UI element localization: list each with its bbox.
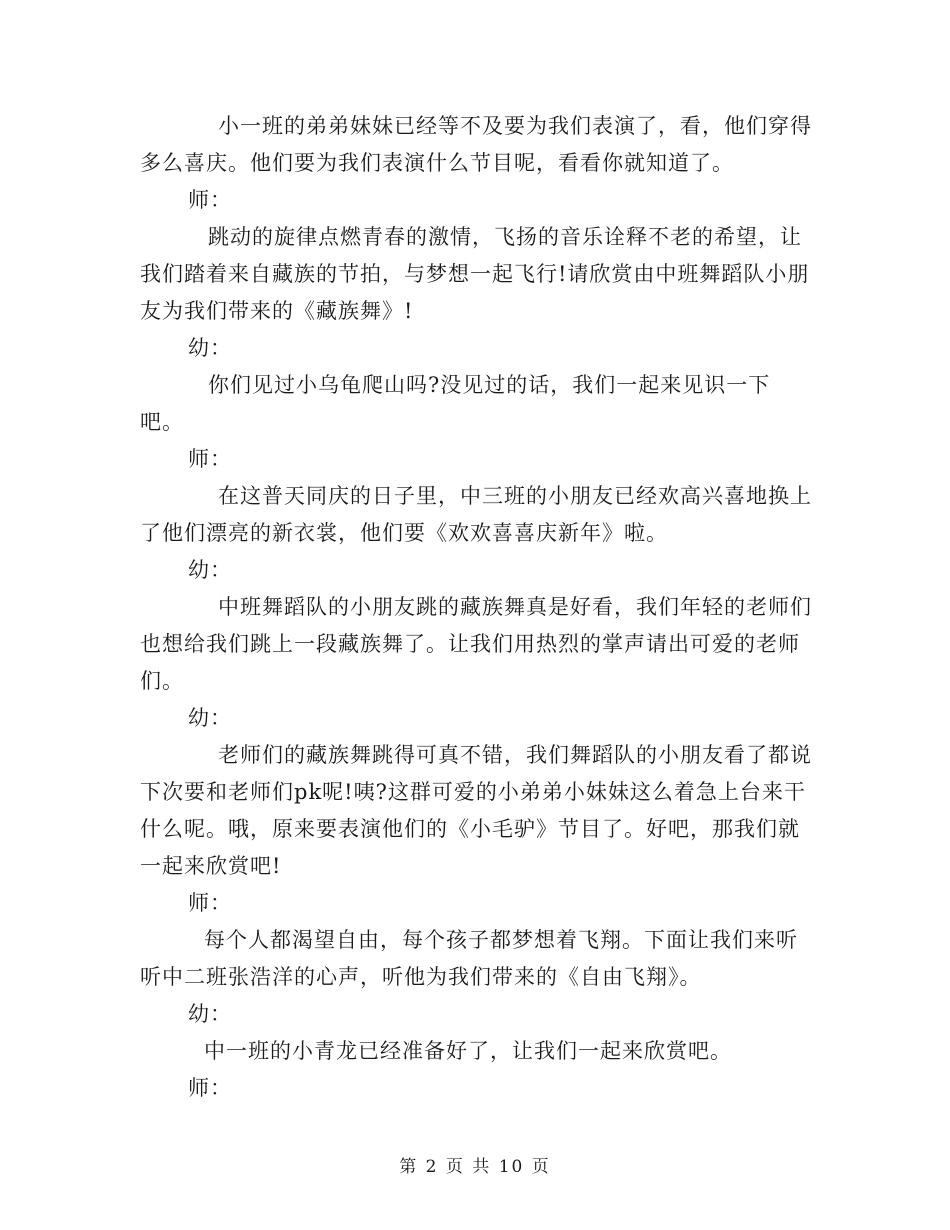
speaker-label: 师： xyxy=(188,188,232,212)
speaker-label: 幼： xyxy=(188,706,232,730)
speaker-label: 幼： xyxy=(188,336,232,360)
paragraph: 中一班的小青龙已经准备好了，让我们一起来欣赏吧。 xyxy=(204,1039,732,1063)
paragraph: 跳动的旋律点燃青春的激情，飞扬的音乐诠释不老的希望，让我们踏着来自藏族的节拍，与梦想一起飞行!请欣赏由中班舞蹈队小朋友为我们带来的《藏族舞》! xyxy=(140,225,810,323)
paragraph: 中班舞蹈队的小朋友跳的藏族舞真是好看，我们年轻的老师们也想给我们跳上一段藏族舞了。让我们用热烈的掌声请出可爱的老师们。 xyxy=(140,595,812,693)
document-body xyxy=(140,108,812,1107)
paragraph: 你们见过小乌龟爬山吗?没见过的话，我们一起来见识一下吧。 xyxy=(140,373,771,434)
page-number-footer: 第 2 页 共 10 页 xyxy=(399,1157,551,1177)
speaker-label: 幼： xyxy=(188,558,232,582)
speaker-label: 幼： xyxy=(188,1002,232,1026)
speaker-label: 师： xyxy=(188,1076,232,1100)
speaker-label: 师： xyxy=(188,891,232,915)
paragraph: 在这普天同庆的日子里，中三班的小朋友已经欢高兴喜地换上了他们漂亮的新衣裳，他们要《欢欢喜喜庆新年》啦。 xyxy=(140,484,812,545)
speaker-label: 师： xyxy=(188,447,232,471)
paragraph: 小一班的弟弟妹妹已经等不及要为我们表演了，看，他们穿得多么喜庆。他们要为我们表演什么节目呢，看看你就知道了。 xyxy=(140,114,812,175)
paragraph: 每个人都渴望自由，每个孩子都梦想着飞翔。下面让我们来听听中二班张浩洋的心声，听他为我们带来的《自由飞翔》。 xyxy=(140,928,798,989)
paragraph: 老师们的藏族舞跳得可真不错，我们舞蹈队的小朋友看了都说下次要和老师们pk呢!咦?这群可爱的小弟弟小妹妹这么着急上台来干什么呢。哦，原来要表演他们的《小毛驴》节目了。好吧，那我们就一起来欣赏吧! xyxy=(140,743,812,878)
